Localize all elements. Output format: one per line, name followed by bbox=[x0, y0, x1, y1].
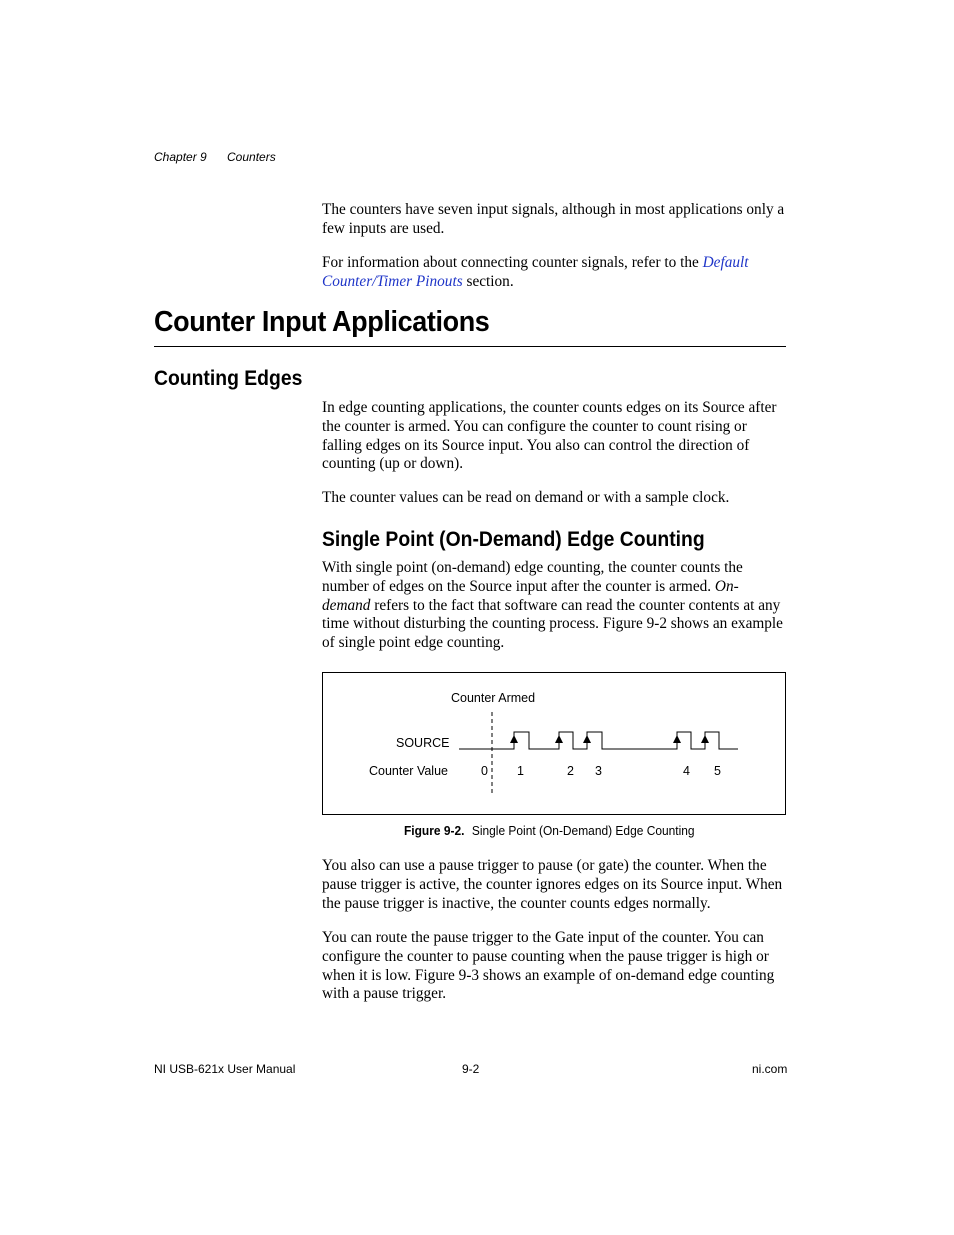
header-chapter: Chapter 9 bbox=[154, 150, 207, 164]
rising-edge-arrow-1 bbox=[510, 735, 518, 743]
counter-value-4: 4 bbox=[683, 764, 690, 778]
source-waveform-diagram bbox=[323, 673, 785, 814]
figure-caption-text: Single Point (On-Demand) Edge Counting bbox=[471, 823, 695, 838]
intro-paragraph-1: The counters have seven input signals, although in most applications only a few inputs are used. bbox=[322, 201, 785, 237]
source-label: SOURCE bbox=[396, 736, 450, 750]
rising-edge-arrow-2 bbox=[555, 735, 563, 743]
intro-p2-text-after: section. bbox=[462, 272, 514, 290]
heading-rule bbox=[154, 346, 786, 347]
pause-trigger-paragraph-2: You can route the pause trigger to the Gate input of the counter. You can configure the counter to pause counting when the pause trigger is high or when it is low. Figure 9-3 shows an example of on-demand edge counting with a pause trigger. bbox=[322, 929, 775, 1003]
footer-manual-title: NI USB-621x User Manual bbox=[154, 1062, 296, 1076]
on-demand-emphasis: On-demand bbox=[322, 577, 739, 614]
intro-p2-text-before: For information about connecting counter signals, refer to the bbox=[322, 254, 703, 271]
default-pinouts-link[interactable]: Default Counter/Timer Pinouts bbox=[322, 254, 749, 290]
footer-page-number: 9-2 bbox=[462, 1062, 480, 1076]
counter-value-0: 0 bbox=[481, 764, 488, 778]
page-title: Counter Input Applications bbox=[154, 306, 490, 338]
footer-website: ni.com bbox=[752, 1062, 788, 1076]
pause-trigger-paragraph-1: You also can use a pause trigger to pause (or gate) the counter. When the pause trigger is active, the counter ignores edges on its Source input. When the pause trigger is inactive, the counter counts edges normally. bbox=[322, 857, 783, 912]
counting-edges-paragraph-1: In edge counting applications, the counter counts edges on its Source after the counter is armed. You can configure the counter to count rising or falling edges on its Source input. You also can control the direction of counting (up or down). bbox=[322, 399, 777, 473]
intro-paragraph-2 bbox=[322, 254, 787, 292]
rising-edge-arrow-5 bbox=[701, 735, 709, 743]
counter-value-1: 1 bbox=[517, 764, 524, 778]
counter-value-label: Counter Value bbox=[369, 764, 448, 778]
counter-value-5: 5 bbox=[714, 764, 721, 778]
rising-edge-arrow-3 bbox=[583, 735, 591, 743]
single-point-heading: Single Point (On-Demand) Edge Counting bbox=[322, 527, 705, 551]
source-signal-trace bbox=[459, 732, 738, 749]
counting-edges-heading: Counting Edges bbox=[154, 366, 303, 390]
single-point-text-before: With single point (on-demand) edge counting, the counter counts the number of edges on the Source input after the counter is armed. bbox=[322, 559, 743, 595]
single-point-text-after: refers to the fact that software can read the counter contents at any time without disturbing the counting process. Figure 9-2 shows an example of single point edge counting. bbox=[322, 596, 783, 652]
counter-value-2: 2 bbox=[567, 764, 574, 778]
counting-edges-paragraph-2: The counter values can be read on demand or with a sample clock. bbox=[322, 489, 730, 506]
single-point-paragraph bbox=[322, 559, 787, 653]
figure-caption bbox=[404, 823, 695, 838]
rising-edge-arrow-4 bbox=[673, 735, 681, 743]
figure-caption-number: Figure 9-2. bbox=[404, 823, 465, 838]
counter-armed-label: Counter Armed bbox=[451, 691, 536, 705]
counter-value-3: 3 bbox=[595, 764, 602, 778]
figure-9-2 bbox=[322, 672, 786, 815]
header-section: Counters bbox=[227, 150, 276, 164]
